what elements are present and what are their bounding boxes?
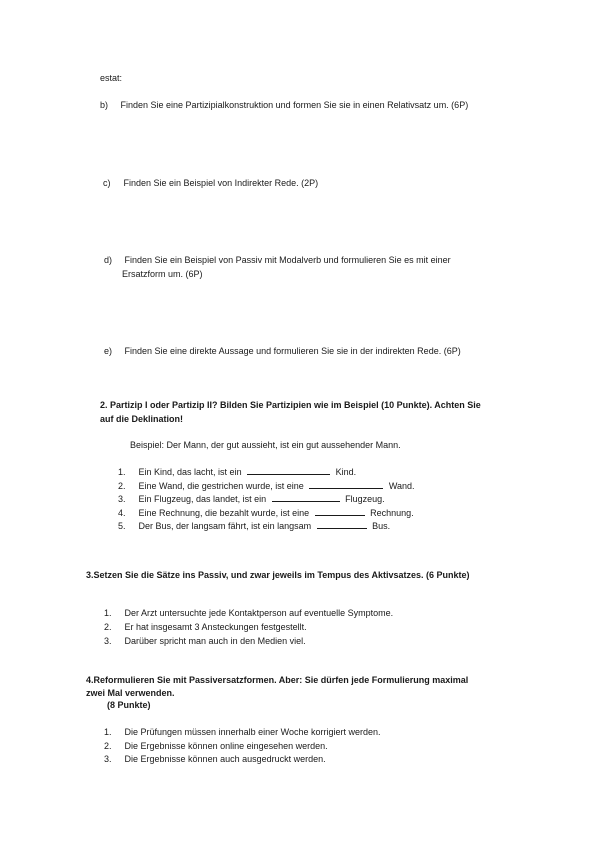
- task-e: [104, 346, 461, 356]
- item-text-after: Kind.: [335, 467, 357, 477]
- section4-heading-line1: 4.Reformulieren Sie mit Passiversatzformen. Aber: Sie dürfen jede Formulierung maximal: [86, 675, 469, 685]
- item-number: 4.: [118, 508, 126, 518]
- section2-heading-line1: 2. Partizip I oder Partizip II? Bilden Sie Partizipien wie im Beispiel (10 Punkte). Achten Sie: [100, 400, 481, 410]
- item-number: 1.: [104, 727, 112, 737]
- task-text: Finden Sie ein Beispiel von Passiv mit Modalverb und formulieren Sie es mit einer: [124, 255, 451, 265]
- answer-blank[interactable]: [317, 520, 367, 529]
- item-text: Er hat insgesamt 3 Ansteckungen festgestellt.: [124, 622, 307, 632]
- item-number: 2.: [104, 622, 112, 632]
- item-text: Der Arzt untersuchte jede Kontaktperson auf eventuelle Symptome.: [124, 608, 394, 618]
- item-text-after: Bus.: [372, 521, 391, 531]
- list-item: [118, 480, 415, 491]
- item-number: 2.: [118, 481, 126, 491]
- item-text: Darüber spricht man auch in den Medien viel.: [124, 636, 306, 646]
- item-number: 3.: [104, 636, 112, 646]
- task-text: Finden Sie eine direkte Aussage und formulieren Sie sie in der indirekten Rede. (6P): [124, 346, 461, 356]
- task-text: Finden Sie ein Beispiel von Indirekter Rede. (2P): [123, 178, 319, 188]
- answer-blank[interactable]: [247, 466, 330, 475]
- item-number: 1.: [118, 467, 126, 477]
- list-item: [118, 466, 356, 477]
- section4-heading-line2: zwei Mal verwenden.: [86, 688, 175, 698]
- item-text: Die Prüfungen müssen innerhalb einer Woche korrigiert werden.: [124, 727, 381, 737]
- item-number: 1.: [104, 608, 112, 618]
- task-text: Finden Sie eine Partizipialkonstruktion und formen Sie sie in einen Relativsatz um. (6P): [120, 100, 469, 110]
- section3-heading: 3.Setzen Sie die Sätze ins Passiv, und zwar jeweils im Tempus des Aktivsatzes. (6 Punkte): [86, 570, 470, 580]
- item-number: 3.: [104, 754, 112, 764]
- answer-blank[interactable]: [272, 493, 340, 502]
- task-d-continuation: Ersatzform um. (6P): [122, 269, 203, 279]
- item-text: Die Ergebnisse können online eingesehen werden.: [124, 741, 328, 751]
- section2-example: Beispiel: Der Mann, der gut aussieht, ist ein gut aussehender Mann.: [130, 440, 401, 450]
- task-d: [104, 255, 451, 265]
- task-letter: b): [100, 100, 109, 110]
- list-item: [104, 622, 307, 632]
- task-letter: e): [104, 346, 113, 356]
- list-item: [104, 754, 326, 764]
- item-text-before: Eine Rechnung, die bezahlt wurde, ist eine: [138, 508, 310, 518]
- task-letter: d): [104, 255, 113, 265]
- list-item: [104, 636, 306, 646]
- section2-heading-line2: auf die Deklination!: [100, 414, 184, 424]
- item-number: 5.: [118, 521, 126, 531]
- answer-blank[interactable]: [309, 480, 383, 489]
- item-number: 2.: [104, 741, 112, 751]
- top-fragment: estat:: [100, 73, 123, 83]
- list-item: [118, 493, 385, 504]
- list-item: [104, 741, 328, 751]
- list-item: [118, 520, 390, 531]
- list-item: [104, 727, 380, 737]
- item-text-before: Der Bus, der langsam fährt, ist ein langsam: [138, 521, 312, 531]
- item-number: 3.: [118, 494, 126, 504]
- list-item: [118, 507, 414, 518]
- item-text-after: Flugzeug.: [345, 494, 385, 504]
- item-text: Die Ergebnisse können auch ausgedruckt werden.: [124, 754, 326, 764]
- item-text-before: Eine Wand, die gestrichen wurde, ist eine: [138, 481, 304, 491]
- item-text-after: Rechnung.: [370, 508, 414, 518]
- task-letter: c): [103, 178, 111, 188]
- section4-points: (8 Punkte): [107, 700, 151, 710]
- list-item: [104, 608, 393, 618]
- item-text-before: Ein Flugzeug, das landet, ist ein: [138, 494, 267, 504]
- answer-blank[interactable]: [315, 507, 365, 516]
- task-c: [103, 178, 318, 188]
- item-text-after: Wand.: [388, 481, 415, 491]
- item-text-before: Ein Kind, das lacht, ist ein: [138, 467, 242, 477]
- task-b: [100, 100, 468, 110]
